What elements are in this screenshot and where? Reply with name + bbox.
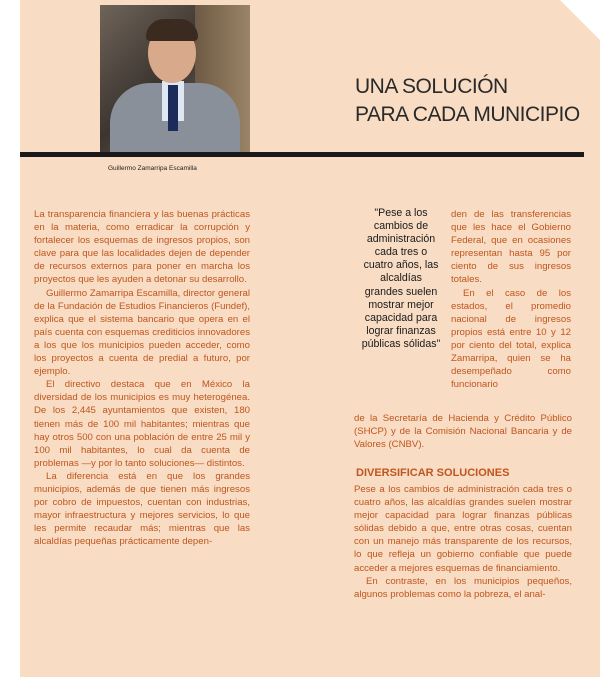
article-title xyxy=(355,73,580,129)
portrait-photo xyxy=(100,5,250,155)
header-rule xyxy=(20,152,584,157)
paragraph: En contraste, en los municipios pequeños, algunos problemas como la pobreza, el anal- xyxy=(354,575,572,600)
pull-quote: "Pese a los cambios de administración cada tres o cuatro años, las alcaldías grandes suelen mostrar mejor capacidad para lograr finanzas públicas sólidas" xyxy=(361,207,441,350)
paragraph: Guillermo Zamarripa Escamilla, director general de la Fundación de Estudios Financieros (Fundef), explica que el sistema bancario que opera en el país cuenta con esquemas crediticios innovadores a los que los municipios pueden acceder, como los proyectos a cuenta de predial a futuro, por ejemplo. xyxy=(34,287,250,378)
paragraph: La transparencia financiera y las buenas prácticas en la materia, como erradicar la corrupción y fortalecer los esquemas de ingresos propios, son clave para que las localidades dejen de depender de recursos externos para poner en marcha los proyectos que les ayuden a detonar su desarrollo. xyxy=(34,209,250,286)
page-corner-fold xyxy=(560,0,600,40)
section-subheading: DIVERSIFICAR SOLUCIONES xyxy=(356,467,510,479)
paragraph: de la Secretaría de Hacienda y Crédito Público (SHCP) y de la Comisión Nacional Bancaria y de Valores (CNBV). xyxy=(354,413,572,451)
column-right-lower xyxy=(354,483,572,601)
paragraph: En el caso de los estados, el promedio nacional de ingresos propios está entre 10 y 12 por ciento del total, explica Zamarripa, quien se ha desempeñado como funcionario xyxy=(451,287,571,391)
column-right xyxy=(451,208,571,391)
paragraph-continuation xyxy=(354,412,572,451)
paragraph: La diferencia está en que los grandes municipios, además de que tienen más ingresos por cobro de impuestos, cuentan con industrias, mayor infraestructura y mejores servicios, lo que les permite recaudar más; mientras que las alcaldías pequeñas prácticamente depen- xyxy=(34,470,250,548)
title-line-2: PARA CADA MUNICIPIO xyxy=(355,103,580,126)
paragraph: den de las transferencias que les hace el Gobierno Federal, que en ocasiones representan hasta 95 por ciento de sus ingresos totales. xyxy=(451,209,571,286)
paragraph: El directivo destaca que en México la diversidad de los municipios es muy heterogénea. De los 2,445 ayuntamientos que existen, 180 tienen más de 100 mil habitantes; mientras que hay otros 500 con una población de entre 25 mil y 100 mil habitantes, lo cual da cuenta de problemas —y por lo tanto soluciones— distintos. xyxy=(34,379,250,469)
column-left xyxy=(34,208,250,548)
paragraph: Pese a los cambios de administración cada tres o cuatro años, las alcaldías grandes suelen mostrar mejor capacidad para lograr finanzas públicas sólidas debido a que, entre otras cosas, cuentan con un manejo más transparente de los recursos, lo que refleja un gobierno confiable que puede acceder a mejores esquemas de financiamiento. xyxy=(354,484,572,574)
photo-caption: Guillermo Zamarripa Escamilla xyxy=(108,165,197,172)
title-line-1: UNA SOLUCIÓN xyxy=(355,75,508,98)
